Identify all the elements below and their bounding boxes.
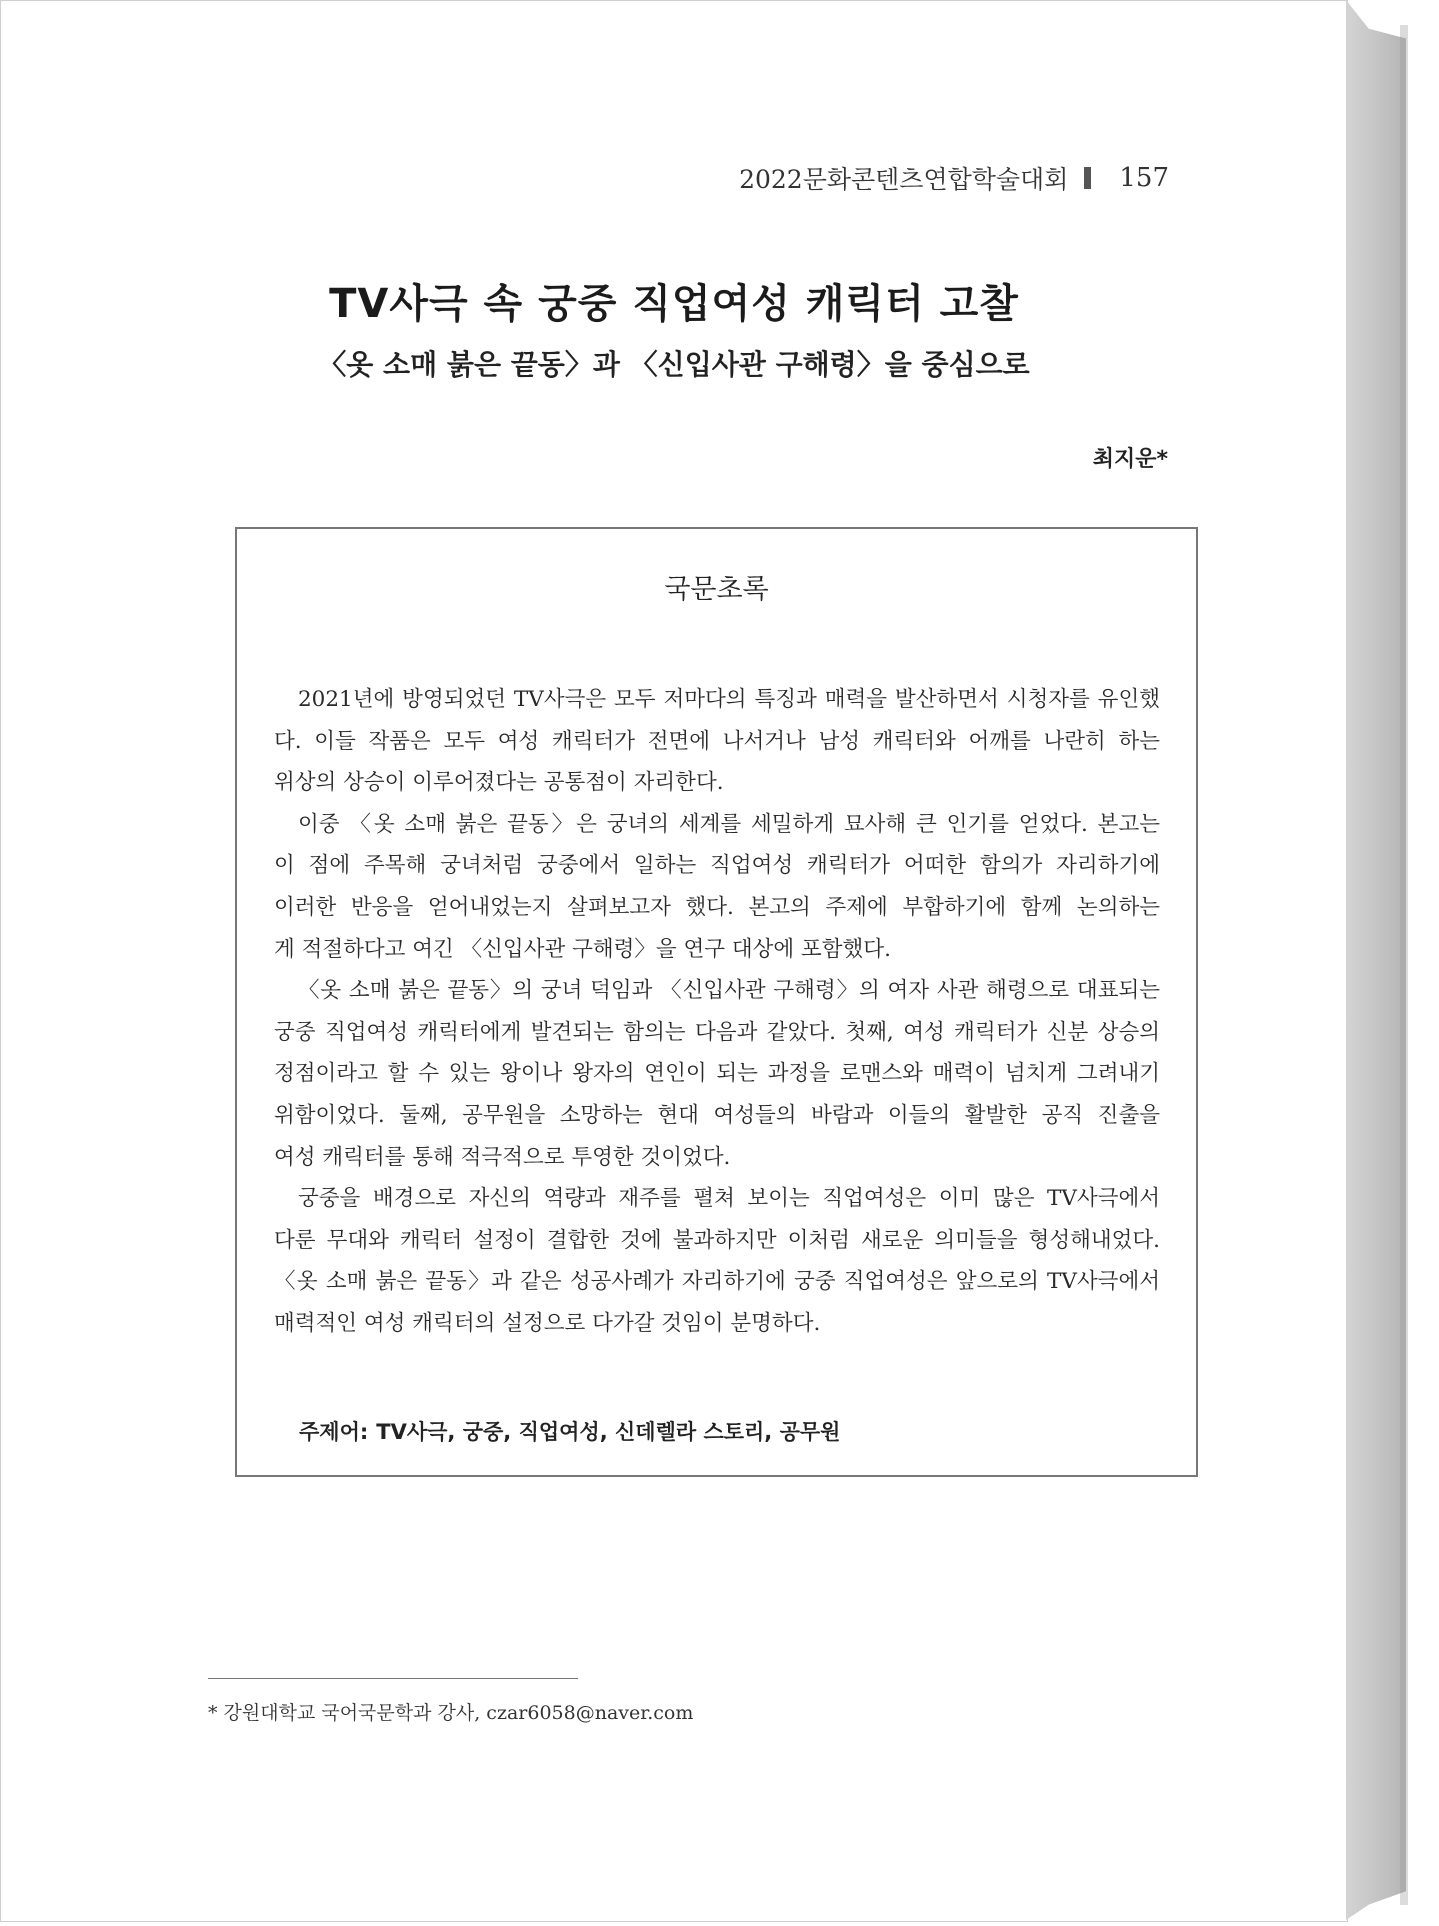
abstract-line: 게 적절하다고 여긴 〈신입사관 구해령〉을 연구 대상에 포함했다. (274, 936, 891, 962)
abstract-line: 다룬 무대와 캐릭터 설정이 결합한 것에 불과하지만 이처럼 새로운 의미들을 형성해내었다. (274, 1227, 1160, 1253)
abstract-line: 매력적인 여성 캐릭터의 설정으로 다가갈 것임이 분명하다. (274, 1310, 821, 1336)
abstract-line: 정점이라고 할 수 있는 왕이나 왕자의 연인이 되는 과정을 로맨스와 매력이 넘치게 그려내기 (274, 1061, 1160, 1087)
abstract-line: 이 점에 주목해 궁녀처럼 궁중에서 일하는 직업여성 캐릭터가 어떠한 함의가 자리하기에 (274, 853, 1160, 879)
abstract-line: 〈옷 소매 붉은 끝동〉과 같은 성공사례가 자리하기에 궁중 직업여성은 앞으로의 TV사극에서 (274, 1269, 1160, 1295)
abstract-line: 여성 캐릭터를 통해 적극적으로 투영한 것이었다. (274, 1144, 731, 1170)
abstract-line: 궁중을 배경으로 자신의 역량과 재주를 펼쳐 보이는 직업여성은 이미 많은 TV사극에서 (298, 1186, 1160, 1212)
abstract-line: 2021년에 방영되었던 TV사극은 모두 저마다의 특징과 매력을 발산하면서 시청자를 유인했 (298, 687, 1160, 712)
abstract-paragraph-4 (274, 1178, 1160, 1344)
page-stack-edge (1346, 0, 1406, 1920)
author-name: 최지운* (1092, 447, 1168, 472)
keywords-list: TV사극, 궁중, 직업여성, 신데렐라 스토리, 공무원 (376, 1420, 841, 1444)
abstract-paragraph-1 (274, 679, 1160, 804)
abstract-line: 위상의 상승이 이루어졌다는 공통점이 자리한다. (274, 770, 724, 796)
footnote: * 강원대학교 국어국문학과 강사, czar6058@naver.com (208, 1702, 694, 1724)
abstract-paragraph-2 (274, 804, 1160, 970)
abstract-body (274, 679, 1160, 1345)
footnote-rule (208, 1678, 578, 1679)
abstract-line: 이러한 반응을 얻어내었는지 살펴보고자 했다. 본고의 주제에 부합하기에 함께 논의하는 (274, 894, 1160, 920)
paper-title: TV사극 속 궁중 직업여성 캐릭터 고찰 (329, 281, 1019, 327)
abstract-line: 궁중 직업여성 캐릭터에게 발견되는 함의는 다음과 같았다. 첫째, 여성 캐릭터가 신분 상승의 (274, 1019, 1160, 1045)
keywords-label: 주제어: (299, 1420, 369, 1444)
abstract-box (235, 527, 1198, 1477)
page-shadow (1400, 25, 1408, 1905)
page-number: 157 (1119, 163, 1169, 193)
paper-subtitle: 〈옷 소매 붉은 끝동〉과 〈신입사관 구해령〉을 중심으로 (318, 348, 1030, 381)
abstract-line: 다. 이들 작품은 모두 여성 캐릭터가 전면에 나서거나 남성 캐릭터와 어깨를 나란히 하는 (274, 728, 1160, 754)
abstract-paragraph-3 (274, 970, 1160, 1178)
abstract-line: 위함이었다. 둘째, 공무원을 소망하는 현대 여성들의 바람과 이들의 활발한 공직 진출을 (274, 1102, 1160, 1128)
conference-name: 2022문화콘텐츠연합학술대회 (739, 165, 1069, 194)
separator-bar (1084, 167, 1091, 189)
abstract-line: 〈옷 소매 붉은 끝동〉의 궁녀 덕임과 〈신입사관 구해령〉의 여자 사관 해령으로 대표되는 (298, 978, 1160, 1004)
abstract-heading: 국문초록 (664, 574, 769, 605)
keywords (299, 1416, 840, 1446)
running-head (739, 160, 1169, 196)
abstract-line: 이중 〈옷 소매 붉은 끝동〉은 궁녀의 세계를 세밀하게 묘사해 큰 인기를 얻었다. 본고는 (298, 811, 1160, 837)
